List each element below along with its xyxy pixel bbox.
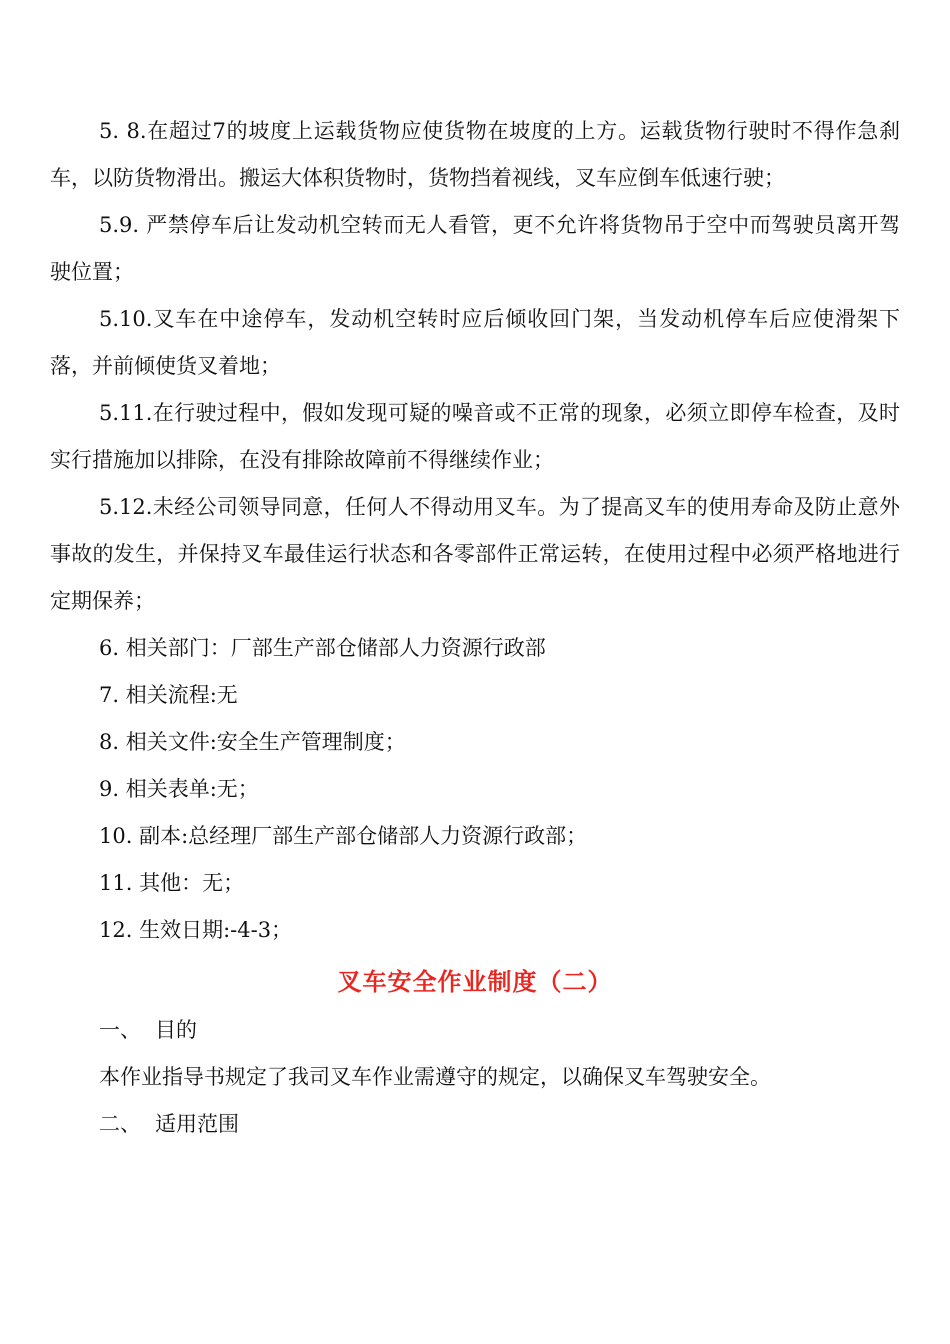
item-related-departments: 6. 相关部门：厂部生产部仓储部人力资源行政部 (99, 636, 546, 660)
item-related-process: 7. 相关流程:无 (99, 683, 238, 707)
purpose-text: 本作业指导书规定了我司叉车作业需遵守的规定，以确保叉车驾驶安全。 (99, 1065, 771, 1089)
item-copies: 10. 副本:总经理厂部生产部仓储部人力资源行政部； (99, 824, 588, 848)
section-heading: 叉车安全作业制度（二） (337, 967, 613, 996)
paragraph-5-9: 5.9. 严禁停车后让发动机空转而无人看管，更不允许将货物吊于空中而驾驶员离开驾驶位置； (50, 213, 900, 284)
paragraph-5-12: 5.12.未经公司领导同意，任何人不得动用叉车。为了提高叉车的使用寿命及防止意外事故的发生，并保持叉车最佳运行状态和各零部件正常运转，在使用过程中必须严格地进行定期保养； (50, 495, 900, 613)
paragraph-5-10: 5.10.叉车在中途停车，发动机空转时应后倾收回门架，当发动机停车后应使滑架下落，并前倾使货叉着地； (50, 307, 900, 378)
item-related-forms: 9. 相关表单:无； (99, 777, 259, 801)
document-page (50, 108, 900, 1148)
section-scope (50, 1101, 900, 1148)
section-scope-number: 二、 (99, 1112, 141, 1136)
paragraph-5-11: 5.11.在行驶过程中，假如发现可疑的噪音或不正常的现象，必须立即停车检查，及时实行措施加以排除，在没有排除故障前不得继续作业； (50, 401, 900, 472)
item-effective-date: 12. 生效日期:-4-3； (99, 918, 293, 942)
section-purpose-number: 一、 (99, 1018, 141, 1042)
section-purpose-title: 目的 (155, 1018, 197, 1042)
section-purpose (50, 1007, 900, 1054)
section-scope-title: 适用范围 (155, 1112, 239, 1136)
paragraph-5-8: 5. 8.在超过7的坡度上运载货物应使货物在坡度的上方。运载货物行驶时不得作急刹车，以防货物滑出。搬运大体积货物时，货物挡着视线，叉车应倒车低速行驶； (50, 119, 900, 190)
item-other: 11. 其他：无； (99, 871, 245, 895)
item-related-documents: 8. 相关文件:安全生产管理制度； (99, 730, 406, 754)
